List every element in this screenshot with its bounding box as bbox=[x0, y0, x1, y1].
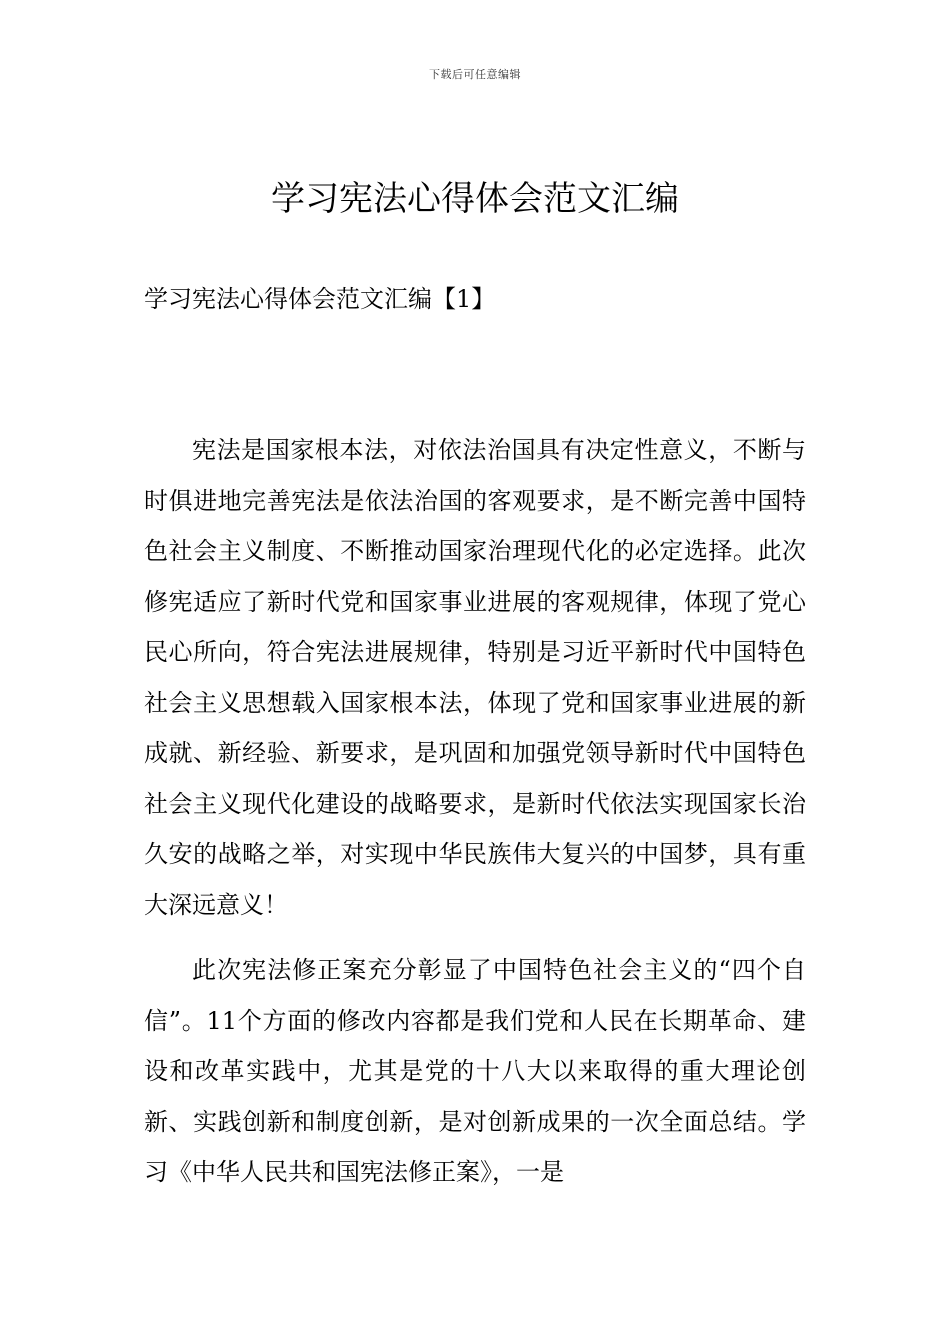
body-paragraph: 宪法是国家根本法，对依法治国具有决定性意义，不断与时俱进地完善宪法是依法治国的客观要求，是不断完善中国特色社会主义制度、不断推动国家治理现代化的必定选择。此次修宪适应了新时代党和国家事业进展的客观规律，体现了党心民心所向，符合宪法进展规律，特别是习近平新时代中国特色社会主义思想载入国家根本法，体现了党和国家事业进展的新成就、新经验、新要求，是巩固和加强党领导新时代中国特色社会主义现代化建设的战略要求，是新时代依法实现国家长治久安的战略之举，对实现中华民族伟大复兴的中国梦，具有重大深远意义！ bbox=[144, 436, 806, 919]
header-note: 下载后可任意编辑 bbox=[429, 68, 521, 81]
body-paragraph: 此次宪法修正案充分彰显了中国特色社会主义的“四个自信”。11个方面的修改内容都是我们党和人民在长期革命、建设和改革实践中，尤其是党的十八大以来取得的重大理论创新、实践创新和制度创新，是对创新成果的一次全面总结。学习《中华人民共和国宪法修正案》，一是 bbox=[144, 956, 806, 1186]
section-heading: 学习宪法心得体会范文汇编【1】 bbox=[144, 285, 496, 313]
document-title: 学习宪法心得体会范文汇编 bbox=[271, 179, 679, 219]
